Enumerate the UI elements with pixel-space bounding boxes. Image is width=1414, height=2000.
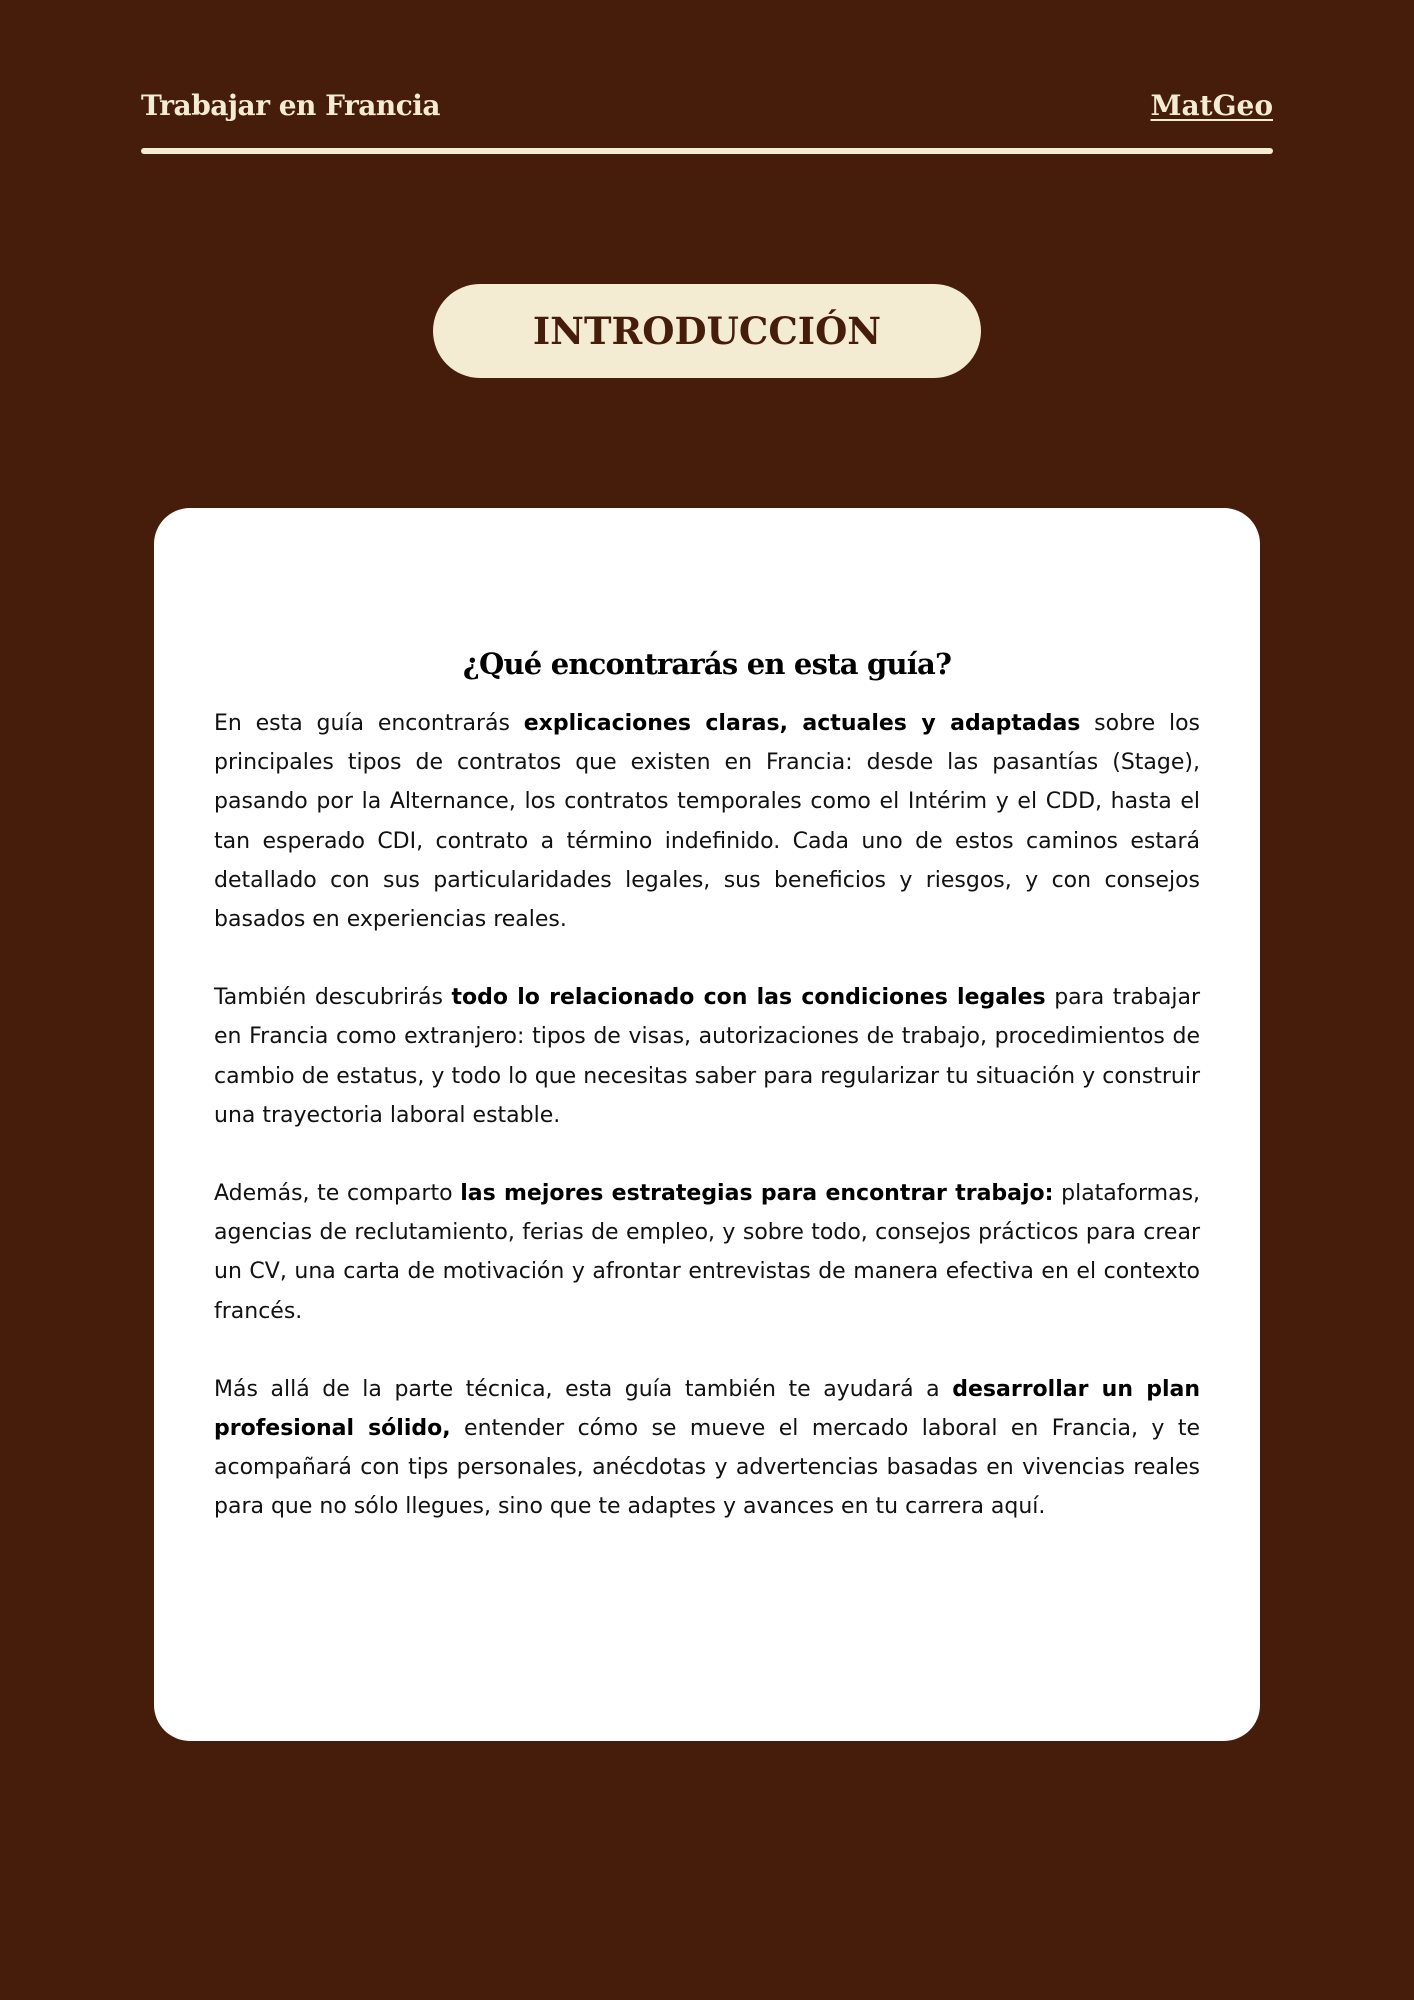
paragraph-text: Además, te comparto [214,1181,461,1207]
page-header [141,84,1273,128]
section-title-pill [433,284,981,378]
intro-paragraph [214,978,1200,1135]
section-title: INTRODUCCIÓN [532,309,882,353]
header-divider [141,148,1273,154]
paragraph-text: entender cómo se mueve el mercado laboral en Francia, y te acompañará con tips personales, anécdotas y advertencias basadas en vivencias reales para que no sólo llegues, sino que te adaptes y avances en tu carrera aquí. [214,1416,1200,1520]
paragraph-text: También descubrirás [214,985,452,1011]
intro-card [154,508,1260,1741]
paragraph-text: plataformas, agencias de reclutamiento, ferias de empleo, y sobre todo, consejos prácticos para crear un CV, una carta de motivación y afrontar entrevistas de manera efectiva en el contexto francés. [214,1181,1201,1324]
paragraph-text: para trabajar en Francia como extranjero: tipos de visas, autorizaciones de trabajo, procedimientos de cambio de estatus, y todo lo que necesitas saber para regularizar tu situación y construir una trayectoria laboral estable. [214,985,1200,1128]
paragraph-highlight: todo lo relacionado con las condiciones legales [451,985,1046,1011]
paragraph-highlight: las mejores estrategias para encontrar trabajo: [460,1181,1054,1207]
author-link[interactable]: MatGeo [1150,89,1273,122]
intro-card-content [214,634,1200,1566]
paragraph-highlight: desarrollar un plan profesional sólido, [214,1376,1201,1442]
card-heading: ¿Qué encontrarás en esta guía? [462,647,952,681]
intro-paragraph [214,704,1200,939]
header-title: Trabajar en Francia [141,89,441,122]
paragraph-highlight: explicaciones claras, actuales y adaptadas [523,711,1081,736]
intro-paragraph [214,1174,1200,1331]
intro-paragraph [214,1370,1200,1527]
paragraph-text: En esta guía encontrarás [214,711,524,736]
paragraph-text: Más allá de la parte técnica, esta guía también te ayudará a [214,1376,953,1402]
paragraph-text: sobre los principales tipos de contratos que existen en Francia: desde las pasantías (Stage), pasando por la Alternance, los contratos temporales como el Intérim y el CDD, hasta el tan esperado CDI, contrato a término indefinido. Cada uno de estos caminos estará detallado con sus particularidades legales, sus beneficios y riesgos, y con consejos basados en experiencias reales. [214,711,1200,933]
